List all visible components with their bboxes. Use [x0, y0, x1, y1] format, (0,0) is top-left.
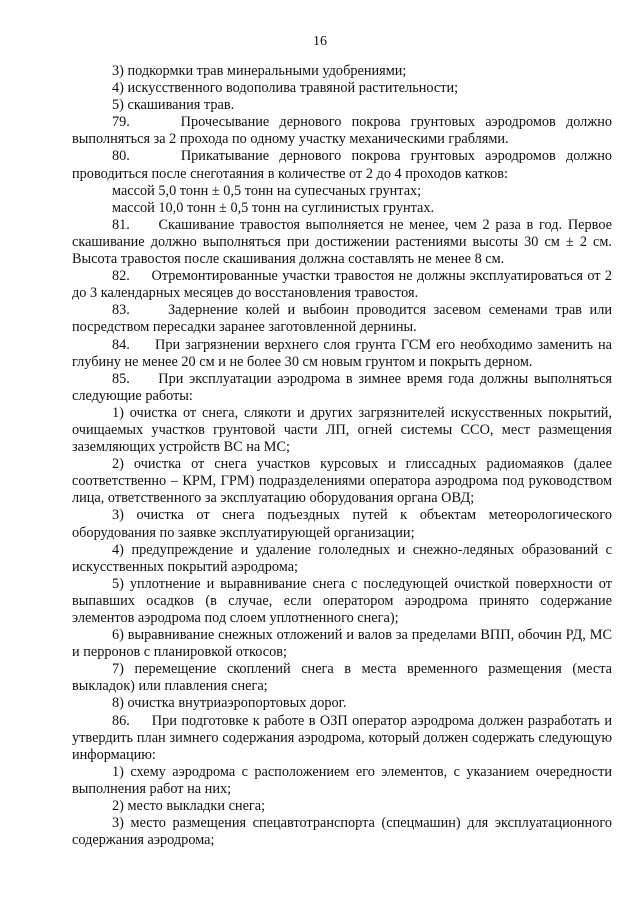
paragraph-85-item-6: 6) выравнивание снежных отложений и валов за пределами ВПП, обочин РД, МС и перронов с планировкой откосов; — [72, 627, 612, 661]
paragraph-85-item-7: 7) перемещение скоплений снега в места временного размещения (места выкладок) или плавления снега; — [72, 661, 612, 695]
paragraph-item-4: 4) искусственного водополива травяной растительности; — [112, 80, 459, 97]
paragraph-84: 84. При загрязнении верхнего слоя грунта ГСМ его необходимо заменить на глубину не менее 20 см и не более 30 см новым грунтом и покрыть дерном. — [72, 336, 612, 370]
paragraph-85-item-8: 8) очистка внутриаэропортовых дорог. — [112, 695, 347, 712]
paragraph-85-item-5: 5) уплотнение и выравнивание снега с последующей очисткой поверхности от выпавших осадков (в случае, если оператором аэродрома принято содержание элементов аэродрома под слоем уплотненного снега); — [72, 575, 612, 626]
paragraph-85-item-3: 3) очистка от снега подъездных путей к объектам метеорологического оборудования по заявке эксплуатирующей организации; — [72, 507, 612, 541]
paragraph-85-item-2: 2) очистка от снега участков курсовых и глиссадных радиомаяков (далее соответственно – КРМ, ГРМ) подразделениями оператора аэродрома под руководством лица, ответственного за эксплуатацию оборудования органа ОВД; — [72, 456, 612, 507]
paragraph-85: 85. При эксплуатации аэродрома в зимнее время года должны выполняться следующие работы: — [72, 370, 612, 404]
paragraph-81: 81. Скашивание травостоя выполняется не менее, чем 2 раза в год. Первое скашивание должно выполняться при достижении растениями высоты 30 см ± 2 см. Высота травостоя после скашивания должна составлять не менее 8 см. — [72, 216, 612, 268]
paragraph-80: 80. Прикатывание дернового покрова грунтовых аэродромов должно проводиться после снеготаяния в количестве от 2 до 4 проходов катков: — [72, 148, 612, 182]
paragraph-85-item-1: 1) очистка от снега, слякоти и других загрязнителей искусственных покрытий, очищаемых участков грунтовой части ЛП, огней системы ССО, мест размещения заземляющих устройств ВС на МС; — [72, 404, 612, 456]
paragraph-85-item-4: 4) предупреждение и удаление гололедных и снежно-ледяных образований с искусственных покрытий аэродрома; — [72, 541, 612, 575]
paragraph-80-mass-2: массой 10,0 тонн ± 0,5 тонн на суглинистых грунтах. — [112, 199, 435, 216]
paragraph-86-item-3: 3) место размещения спецавтотранспорта (спецмашин) для эксплуатационного содержания аэродрома; — [72, 815, 612, 849]
document-body — [72, 63, 612, 849]
paragraph-82: 82. Отремонтированные участки травостоя не должны эксплуатироваться от 2 до 3 календарных месяцев до восстановления травостоя. — [72, 268, 612, 302]
paragraph-80-mass-1: массой 5,0 тонн ± 0,5 тонн на супесчаных грунтах; — [112, 182, 422, 199]
page-number: 16 — [313, 34, 327, 49]
paragraph-item-3: 3) подкормки трав минеральными удобрениями; — [112, 63, 407, 79]
paragraph-86-item-1: 1) схему аэродрома с расположением его элементов, с указанием очередности выполнения работ на них; — [72, 763, 612, 797]
paragraph-83: 83. Задернение колей и выбоин проводится засевом семенами трав или посредством пересадки заранее заготовленной дернины. — [72, 302, 612, 336]
paragraph-79: 79. Прочесывание дернового покрова грунтовых аэродромов должно выполняться за 2 прохода по одному участку механическими граблями. — [72, 114, 612, 148]
paragraph-86-item-2: 2) место выкладки снега; — [112, 798, 266, 815]
paragraph-item-5: 5) скашивания трав. — [112, 97, 235, 114]
paragraph-86: 86. При подготовке к работе в ОЗП оператор аэродрома должен разработать и утвердить план зимнего содержания аэродрома, который должен содержать следующую информацию: — [72, 712, 612, 763]
